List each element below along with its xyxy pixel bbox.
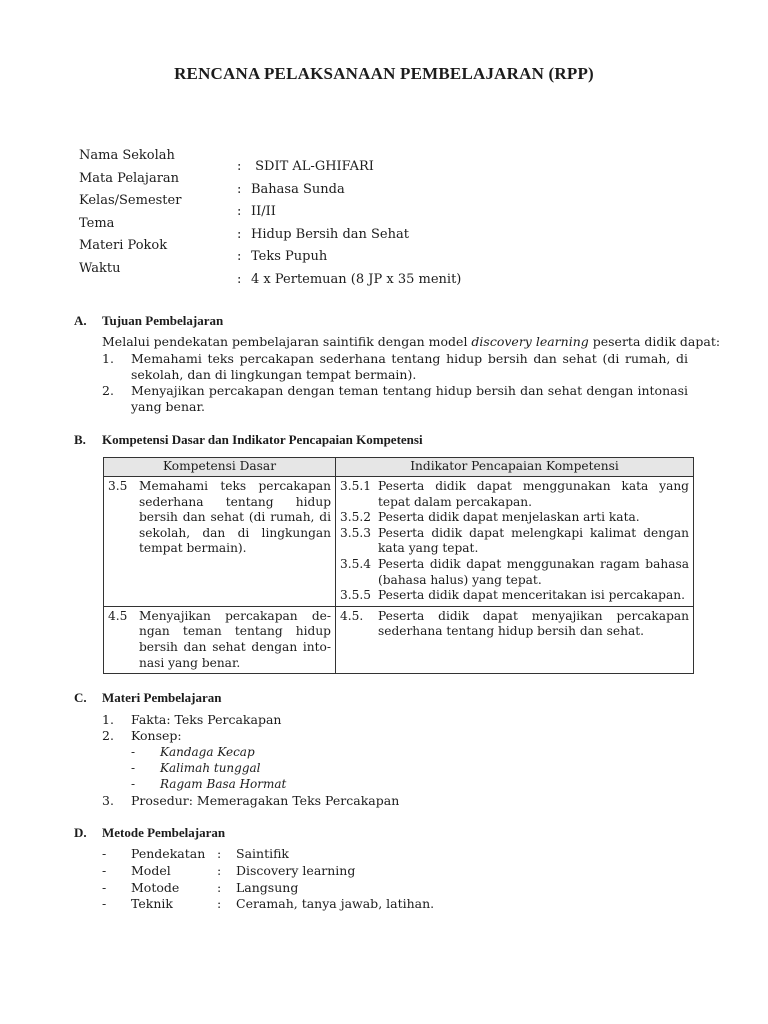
kd-text: Memahami teks percakapan sederhana tentang hidup bersih dan sehat (di rumah, di sekolah, dan di lingkungan tempat bermain). xyxy=(139,479,331,556)
konsep-list xyxy=(131,744,286,792)
method-label: Teknik xyxy=(131,896,173,912)
konsep-text: Kandaga Kecap xyxy=(160,745,255,759)
list-text: Fakta: Teks Percakapan xyxy=(131,712,282,727)
konsep-text: Ragam Basa Hormat xyxy=(160,777,287,791)
indicator-text: Peserta didik dapat menceritakan isi percakapan. xyxy=(378,588,685,603)
value-waktu: 4 x Pertemuan (8 JP x 35 menit) xyxy=(251,271,462,287)
indicator-item xyxy=(340,557,689,588)
indicator-number: 3.5.1 xyxy=(340,479,372,493)
indicator-cell xyxy=(336,606,694,673)
dash-marker: - xyxy=(131,745,136,759)
list-item xyxy=(102,351,688,383)
value-mata-pelajaran: Bahasa Sunda xyxy=(251,181,345,197)
dash-marker: - xyxy=(102,862,107,878)
value-row-waktu xyxy=(237,269,461,292)
indicator-text: Peserta didik dapat menggunakan kata yang tepat dalam percakapan. xyxy=(378,479,689,509)
method-label: Motode xyxy=(131,879,180,895)
list-item xyxy=(102,728,688,744)
section-c-list-cont xyxy=(102,793,688,809)
section-c-heading xyxy=(74,690,221,706)
list-number: 1. xyxy=(102,351,114,366)
dash-marker: - xyxy=(102,896,107,912)
list-number: 3. xyxy=(102,793,114,808)
section-letter: C. xyxy=(74,690,87,705)
label-materi-pokok: Materi Pokok xyxy=(79,238,168,254)
colon: : xyxy=(217,896,222,912)
section-letter: A. xyxy=(74,313,87,328)
indicator-text: Peserta didik dapat melengkapi kalimat dengan kata yang tepat. xyxy=(378,525,689,556)
label-waktu: Waktu xyxy=(79,260,121,276)
list-text: Menyajikan percakapan dengan teman tentang hidup bersih dan sehat dengan intonasi yang benar. xyxy=(131,383,688,414)
list-item xyxy=(131,760,286,776)
method-value: Discovery learning xyxy=(236,862,356,878)
section-d-heading xyxy=(74,825,225,841)
method-value: Ceramah, tanya jawab, latihan. xyxy=(236,896,435,912)
table-header-row xyxy=(104,458,694,477)
list-number: 2. xyxy=(102,383,114,398)
intro-text-end: peserta didik dapat: xyxy=(588,334,721,349)
colon: : xyxy=(237,204,242,220)
list-text: Memahami teks percakapan sederhana tentang hidup bersih dan sehat (di rumah, di sekolah, dan di lingkungan tempat bermain). xyxy=(131,351,688,382)
value-kelas-semester: II/II xyxy=(251,204,276,220)
kd-number: 4.5 xyxy=(108,608,128,623)
list-number: 2. xyxy=(102,728,114,743)
intro-text: Melalui pendekatan pembelajaran saintifik dengan model xyxy=(102,334,472,349)
section-a-list xyxy=(102,351,688,415)
method-row xyxy=(102,863,434,880)
konsep-text: Kalimah tunggal xyxy=(160,761,261,775)
method-row xyxy=(102,846,434,863)
section-title: Tujuan Pembelajaran xyxy=(102,313,224,328)
section-a-intro xyxy=(102,334,720,350)
indicator-item xyxy=(340,609,689,640)
value-row-sekolah xyxy=(237,156,461,179)
section-c-list xyxy=(102,712,688,744)
table-row xyxy=(104,606,694,673)
identity-values xyxy=(237,156,461,292)
list-item xyxy=(102,712,688,728)
dash-marker: - xyxy=(102,879,107,895)
method-label: Pendekatan xyxy=(131,846,206,861)
column-header-indikator: Indikator Pencapaian Kompetensi xyxy=(336,458,694,477)
indicator-number: 3.5.4 xyxy=(340,556,372,571)
value-materi-pokok: Teks Pupuh xyxy=(251,249,328,265)
colon: : xyxy=(217,879,222,895)
section-letter: D. xyxy=(74,825,87,840)
value-nama-sekolah: SDIT AL-GHIFARI xyxy=(255,159,374,174)
colon: : xyxy=(237,159,242,174)
value-row-materi xyxy=(237,246,461,269)
indicator-cell xyxy=(336,477,694,607)
competency-table xyxy=(103,457,694,674)
list-item xyxy=(102,383,688,415)
section-a-heading xyxy=(74,313,223,329)
section-letter: B. xyxy=(74,432,86,447)
section-title: Materi Pembelajaran xyxy=(102,690,222,705)
colon: : xyxy=(237,226,242,242)
indicator-item xyxy=(340,526,689,557)
value-row-mapel xyxy=(237,179,461,202)
dash-marker: - xyxy=(131,777,136,791)
dash-marker: - xyxy=(131,761,136,775)
method-row xyxy=(102,880,434,897)
indicator-text: Peserta didik dapat menyajikan percakapan sederhana tentang hidup bersih dan sehat. xyxy=(378,608,689,639)
colon: : xyxy=(217,862,222,878)
section-title: Metode Pembelajaran xyxy=(102,825,226,840)
list-item xyxy=(131,744,286,760)
dash-marker: - xyxy=(102,846,107,861)
indicator-text: Peserta didik dapat menjelaskan arti kata. xyxy=(378,510,640,525)
list-text: Prosedur: Memeragakan Teks Percakapan xyxy=(131,793,400,808)
intro-italic-term: discovery learning xyxy=(471,334,589,349)
page-title: RENCANA PELAKSANAAN PEMBELAJARAN (RPP) xyxy=(174,64,594,83)
method-label: Model xyxy=(131,862,171,878)
list-item xyxy=(102,793,688,809)
kd-text: Menyajikan percakapan de- ngan teman tentang hidup bersih dan sehat dengan into- nasi yang benar. xyxy=(139,608,331,670)
kd-number: 3.5 xyxy=(108,479,128,493)
method-value: Saintifik xyxy=(236,846,289,861)
method-list xyxy=(102,846,434,913)
colon: : xyxy=(237,249,242,265)
kd-cell xyxy=(104,606,336,673)
label-mata-pelajaran: Mata Pelajaran xyxy=(79,170,180,186)
identity-labels xyxy=(79,145,181,281)
list-item xyxy=(131,776,286,792)
indicator-item xyxy=(340,479,689,510)
value-row-tema xyxy=(237,224,461,247)
label-tema: Tema xyxy=(79,215,115,231)
kd-cell xyxy=(104,477,336,607)
indicator-item xyxy=(340,588,689,604)
colon: : xyxy=(237,271,242,287)
colon: : xyxy=(217,846,222,861)
value-row-kelas xyxy=(237,201,461,224)
list-number: 1. xyxy=(102,712,114,727)
section-title: Kompetensi Dasar dan Indikator Pencapaian Kompetensi xyxy=(102,432,423,447)
indicator-item xyxy=(340,510,689,526)
list-text: Konsep: xyxy=(131,728,182,743)
indicator-number: 4.5. xyxy=(340,608,364,623)
label-nama-sekolah: Nama Sekolah xyxy=(79,148,175,163)
method-row xyxy=(102,896,434,913)
method-value: Langsung xyxy=(236,879,299,895)
indicator-text: Peserta didik dapat menggunakan ragam bahasa (bahasa halus) yang tepat. xyxy=(378,556,689,587)
section-b-heading xyxy=(74,432,423,448)
indicator-number: 3.5.2 xyxy=(340,510,372,525)
colon: : xyxy=(237,181,242,197)
value-tema: Hidup Bersih dan Sehat xyxy=(251,226,409,242)
indicator-number: 3.5.5 xyxy=(340,588,372,603)
column-header-kd: Kompetensi Dasar xyxy=(104,458,336,477)
indicator-number: 3.5.3 xyxy=(340,525,372,540)
label-kelas-semester: Kelas/Semester xyxy=(79,193,182,209)
table-row xyxy=(104,477,694,607)
